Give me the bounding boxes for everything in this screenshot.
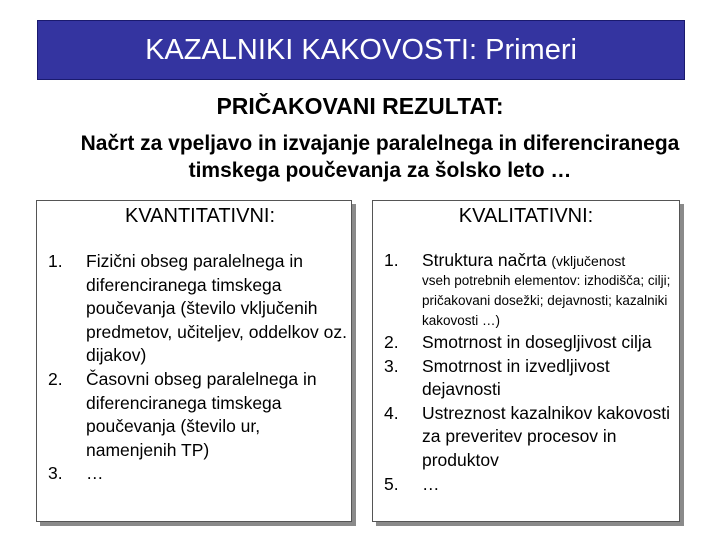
list-note: vseh potrebnih elementov: izhodišča; cilji; pričakovani dosežki; dejavnosti; kazalniki kakovosti …) — [422, 273, 671, 328]
slide-title-bar — [37, 20, 685, 80]
list-text: … — [422, 473, 440, 494]
slide-title: KAZALNIKI KAKOVOSTI: Primeri — [145, 33, 577, 66]
expected-result-description: Načrt za vpeljavo in izvajanje paralelnega in diferenciranega timskega poučevanja za šolsko leto … — [80, 132, 680, 182]
list-number: 3. — [384, 355, 399, 376]
list-text: Fizični obseg paralelnega in diferenciranega timskega poučevanja (število vključenih predmetov, učiteljev, oddelkov oz. dijakov) — [86, 251, 348, 366]
list-number: 2. — [48, 368, 63, 389]
expected-result-heading: PRIČAKOVANI REZULTAT: — [216, 93, 504, 119]
list-text: … — [86, 463, 104, 484]
list-item — [48, 250, 353, 368]
list-text: Ustreznost kazalnikov kakovosti za preveritev procesov in produktov — [422, 402, 671, 470]
quantitative-title: KVANTITATIVNI: — [124, 205, 275, 227]
list-number: 3. — [48, 463, 63, 484]
list-item — [384, 331, 684, 355]
list-number: 1. — [48, 251, 63, 271]
quantitative-list — [48, 250, 353, 486]
list-item — [384, 402, 684, 473]
list-text: Smotrnost in dosegljivost cilja — [422, 332, 652, 352]
qualitative-title: KVALITATIVNI: — [458, 205, 594, 227]
list-number: 4. — [384, 402, 399, 423]
list-text: Struktura načrta — [422, 250, 547, 270]
list-text: Časovni obseg paralelnega in diferenciranega timskega poučevanja (število ur, namenjenih TP) — [86, 368, 317, 460]
list-item — [384, 355, 684, 402]
list-text-small: (vključenost — [551, 253, 626, 269]
list-item — [48, 368, 353, 462]
list-number: 5. — [384, 473, 399, 494]
list-text: Smotrnost in izvedljivost dejavnosti — [422, 355, 610, 400]
list-item — [384, 250, 684, 331]
list-item — [384, 473, 684, 497]
list-number: 2. — [384, 332, 399, 352]
qualitative-list — [384, 250, 684, 496]
list-item — [48, 462, 353, 486]
list-number: 1. — [384, 250, 399, 270]
